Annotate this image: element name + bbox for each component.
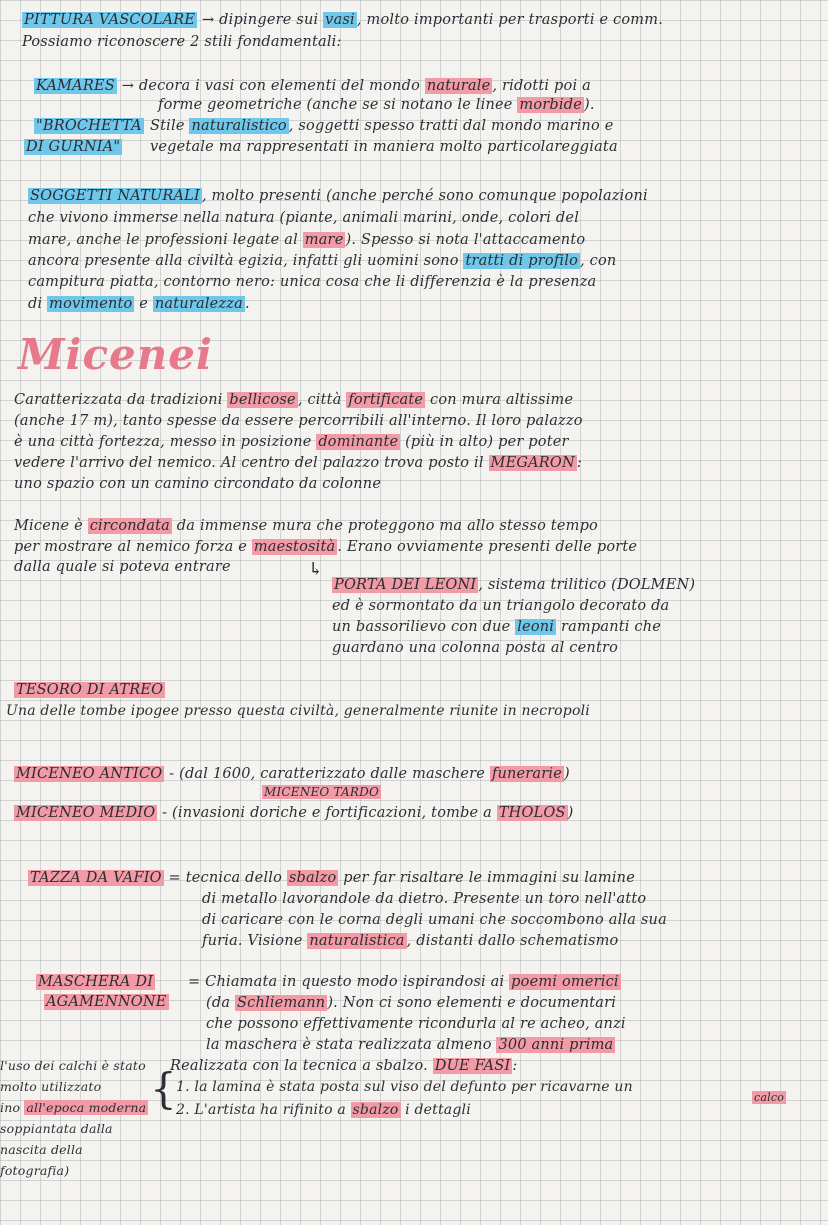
tesoro-heading: TESORO DI ATREO bbox=[16, 682, 164, 698]
micene-p2-line-1: Micene è circondata da immense mura che proteggono ma allo stesso tempo bbox=[14, 518, 598, 534]
side-note-6: fotografia) bbox=[0, 1163, 70, 1178]
kamares-line-3: Stile naturalistico , soggetti spesso tratti dal mondo marino e bbox=[150, 118, 614, 134]
micenei-p1-line-3: è una città fortezza, messo in posizione dominante (più in alto) per poter bbox=[14, 434, 569, 450]
maschera-line-2: (da Schliemann ). Non ci sono elementi e documentari bbox=[206, 995, 617, 1011]
micenei-title: Micenei bbox=[18, 330, 213, 379]
tazza-line-3: di caricare con le corna degli umani che soccombono alla sua bbox=[202, 912, 667, 928]
maschera-phase-2: 2. L'artista ha rifinito a sbalzo i dettagli bbox=[176, 1102, 471, 1118]
micenei-p1-line-2: (anche 17 m), tanto spesse da essere percorribili all'interno. Il loro palazzo bbox=[14, 413, 583, 429]
side-note-4: soppiantata dalla bbox=[0, 1121, 113, 1136]
porta-line-2: ed è sormontato da un triangolo decorato da bbox=[332, 598, 670, 614]
maschera-label-2: AGAMENNONE bbox=[46, 994, 167, 1010]
maschera-line-1: = Chiamata in questo modo ispirandosi ai poemi omerici bbox=[188, 974, 619, 990]
micene-p2-line-2: per mostrare al nemico forza e maestosità . Erano ovviamente presenti delle porte bbox=[14, 539, 638, 555]
maschera-line-4: la maschera è stata realizzata almeno 300 anni prima bbox=[206, 1037, 614, 1053]
kamares-line-4: vegetale ma rappresentati in maniera molto particolareggiata bbox=[150, 139, 618, 155]
curved-arrow-icon: ↳ bbox=[308, 559, 324, 580]
brochetta-label-2: DI GURNIA" bbox=[26, 139, 121, 155]
soggetti-line-4: ancora presente alla civiltà egizia, infatti gli uomini sono tratti di profilo , con bbox=[28, 253, 617, 269]
calco-label: calco bbox=[754, 1091, 785, 1104]
kamares-line-1: KAMARES → decora i vasi con elementi del mondo naturale , ridotti poi a bbox=[36, 78, 591, 94]
micene-p2-line-3: dalla quale si poteva entrare bbox=[14, 559, 231, 575]
tesoro-text: Una delle tombe ipogee presso questa civiltà, generalmente riunite in necropoli bbox=[6, 703, 590, 719]
soggetti-line-6: di movimento e naturalezza . bbox=[28, 296, 250, 312]
maschera-line-3: che possono effettivamente ricondurla al re acheo, anzi bbox=[206, 1016, 626, 1032]
miceneo-tardo-label: MICENEO TARDO bbox=[264, 785, 379, 799]
micenei-p1-line-5: uno spazio con un camino circondato da colonne bbox=[14, 476, 382, 492]
side-note-2: molto utilizzato bbox=[0, 1079, 102, 1094]
maschera-label-1: MASCHERA DI bbox=[38, 974, 154, 990]
kamares-label: KAMARES bbox=[36, 78, 115, 94]
brace-icon: { bbox=[150, 1064, 177, 1113]
porta-line-3: un bassorilievo con due leoni rampanti che bbox=[332, 619, 662, 635]
miceneo-medio-line: MICENEO MEDIO - (invasioni doriche e fortificazioni, tombe a THOLOS ) bbox=[16, 805, 574, 821]
pittura-line-2: Possiamo riconoscere 2 stili fondamentali: bbox=[22, 34, 342, 50]
maschera-line-5: Realizzata con la tecnica a sbalzo. DUE FASI : bbox=[170, 1058, 518, 1074]
soggetti-line-3: mare, anche le professioni legate al mare ). Spesso si nota l'attaccamento bbox=[28, 232, 586, 248]
porta-line-1: PORTA DEI LEONI , sistema trilitico (DOLMEN) bbox=[334, 577, 696, 593]
tazza-line-2: di metallo lavorandole da dietro. Presente un toro nell'atto bbox=[202, 891, 647, 907]
kamares-line-2: forme geometriche (anche se si notano le linee morbide ). bbox=[158, 97, 595, 113]
pittura-line-1: PITTURA VASCOLARE → dipingere sui vasi , molto importanti per trasporti e comm. bbox=[24, 12, 664, 28]
soggetti-line-2: che vivono immerse nella natura (piante, animali marini, onde, colori del bbox=[28, 210, 580, 226]
soggetti-line-1: SOGGETTI NATURALI , molto presenti (anche perché sono comunque popolazioni bbox=[30, 188, 648, 204]
porta-line-4: guardano una colonna posta al centro bbox=[332, 640, 619, 656]
tazza-line-1: TAZZA DA VAFIO = tecnica dello sbalzo per far risaltare le immagini su lamine bbox=[30, 870, 635, 886]
pittura-title: PITTURA VASCOLARE bbox=[24, 12, 196, 28]
miceneo-antico-line: MICENEO ANTICO - (dal 1600, caratterizzato dalle maschere funerarie ) bbox=[16, 766, 570, 782]
side-note-3: ino all'epoca moderna bbox=[0, 1100, 147, 1115]
soggetti-line-5: campitura piatta, contorno nero: unica cosa che li differenzia è la presenza bbox=[28, 274, 597, 290]
brochetta-label-1: "BROCHETTA bbox=[36, 118, 142, 134]
side-note-1: l'uso dei calchi è stato bbox=[0, 1058, 146, 1073]
tazza-line-4: furia. Visione naturalistica , distanti dallo schematismo bbox=[202, 933, 619, 949]
side-note-5: nascita della bbox=[0, 1142, 83, 1157]
micenei-p1-line-1: Caratterizzata da tradizioni bellicose , città fortificate con mura altissime bbox=[14, 392, 574, 408]
maschera-phase-1: 1. la lamina è stata posta sul viso del defunto per ricavarne un bbox=[176, 1079, 633, 1095]
micenei-p1-line-4: vedere l'arrivo del nemico. Al centro del palazzo trova posto il MEGARON : bbox=[14, 455, 582, 471]
